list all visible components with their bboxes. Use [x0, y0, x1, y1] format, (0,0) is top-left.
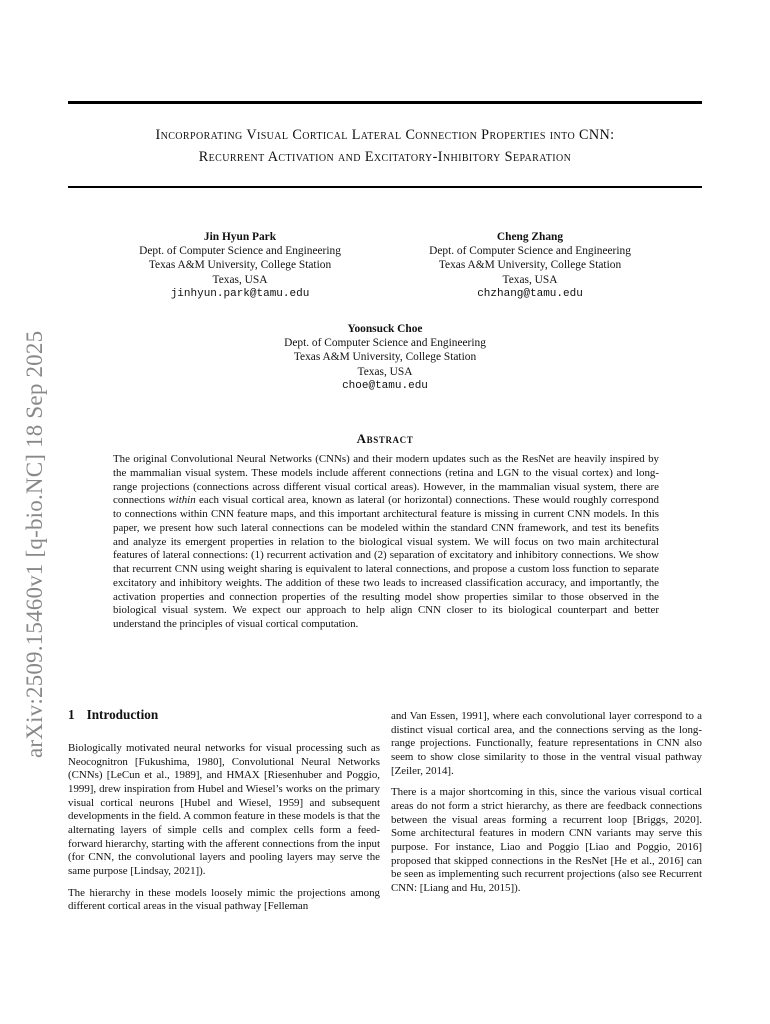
author-university: Texas A&M University, College Station [293, 351, 477, 364]
section-number: 1 [68, 707, 75, 722]
author-name: Yoonsuck Choe [347, 323, 423, 335]
title-rule-top [68, 101, 702, 104]
author-block [110, 230, 370, 301]
abstract-text-part-2: each visual cortical area, known as lateral (or horizontal) connections. These would roughly correspond to connections within CNN feature maps, and this important architectural feature is missing in current CNN models. In this paper, we present how such lateral connections can be modeled within the standard CNN framework, and test its benefits and analyze its emergent properties in relation to the biological visual system. We will focus on two main architectural features of lateral connections: (1) recurrent activation and (2) separation of excitatory and inhibitory connections. We show that recurrent CNN using weight sharing is equivalent to lateral connections, and propose a custom loss function to separate excitatory and inhibitory weights. The addition of these two leads to increased classification accuracy, and importantly, the activation properties and connection properties of the resulting model show properties similar to those observed in the biological visual system. We expect our approach to help align CNN closer to its biological counterpart and better understand the principles of visual cortical computation. [113, 494, 659, 630]
paragraph: Biologically motivated neural networks for visual processing such as Neocognitron [Fukushima, 1980], Convolutional Neural Networks (CNNs) [LeCun et al., 1989], and HMAX [Riesenhuber and Poggio, 1999], drew inspiration from Hubel and Wiesel’s works on the primary visual cortical neurons [Hubel and Wiesel, 1959] and subsequent developments in the field. A common feature in these models is that the alternating layers of simple cells and complex cells form a feed-forward hierarchy, starting with the afferent connections from the input (for CNN, the convolutional layers and pooling layers may serve the same purpose [Lindsay, 2021]). [68, 742, 380, 877]
title-line-1: Incorporating Visual Cortical Lateral Connection Properties into CNN: [155, 127, 615, 143]
left-column [68, 742, 380, 922]
section-heading-introduction [68, 707, 158, 723]
section-title: Introduction [86, 707, 159, 722]
author-email[interactable]: choe@tamu.edu [342, 379, 428, 392]
author-name: Cheng Zhang [496, 231, 564, 243]
paragraph: There is a major shortcoming in this, since the various visual cortical areas do not form a strict hierarchy, as there are feedback connections between the visual areas forming a recurrent loop [Briggs, 2020]. Some architectural features in modern CNN variants may serve this purpose. For instance, Liao and Poggio [Liao and Poggio, 2016] proposed that skipped connections in the ResNet [He et al., 2016] can be seen as implementing such recurrent projections (also see Recurrent CNN: [Liang and Hu, 2015]). [391, 786, 702, 894]
paper-title [68, 124, 702, 168]
author-email[interactable]: chzhang@tamu.edu [477, 287, 583, 300]
abstract-emphasis: within [168, 494, 196, 507]
author-name: Jin Hyun Park [203, 231, 277, 243]
paragraph: The hierarchy in these models loosely mimic the projections among different cortical areas in the visual pathway [Felleman [68, 886, 380, 913]
author-dept: Dept. of Computer Science and Engineering [284, 337, 486, 350]
author-location: Texas, USA [357, 365, 413, 378]
abstract-text [113, 453, 659, 632]
author-block [400, 230, 660, 301]
author-university: Texas A&M University, College Station [438, 259, 622, 272]
author-university: Texas A&M University, College Station [148, 259, 332, 272]
abstract-heading: Abstract [356, 431, 414, 446]
author-location: Texas, USA [502, 273, 558, 286]
author-location: Texas, USA [212, 273, 268, 286]
paragraph: and Van Essen, 1991], where each convolutional layer correspond to a distinct visual cortical area, and the connections serving as the long-range projections. Functionally, feature representations in CNN also seem to show close similarity to those in the ventral visual pathway [Zeiler, 2014]. [391, 710, 702, 777]
title-line-2: Recurrent Activation and Excitatory-Inhibitory Separation [198, 149, 572, 165]
author-dept: Dept. of Computer Science and Engineering [429, 245, 631, 258]
author-block [255, 322, 515, 393]
right-column [391, 710, 702, 904]
author-dept: Dept. of Computer Science and Engineering [139, 245, 341, 258]
author-email[interactable]: jinhyun.park@tamu.edu [170, 287, 310, 300]
title-rule-bottom [68, 186, 702, 188]
abstract-text-part-1: The original Convolutional Neural Networks (CNNs) and their modern updates such as the ResNet are heavily inspired by the mammalian visual system. These models include afferent connections (retina and LGN to the visual cortex) and long-range projections (connections across different visual cortical areas). However, in the mammalian visual system, there are connections [113, 453, 659, 507]
arxiv-identifier: arXiv:2509.15460v1 [q-bio.NC] 18 Sep 2025 [22, 330, 47, 758]
